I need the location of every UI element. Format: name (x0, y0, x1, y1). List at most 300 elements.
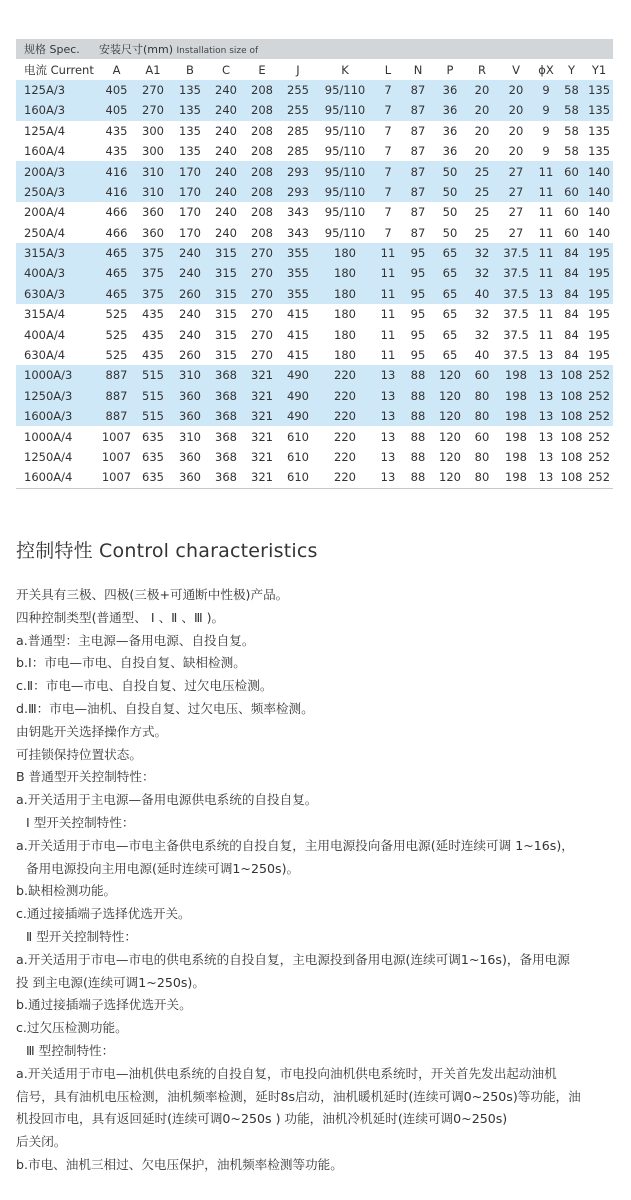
table-cell: 135 (588, 123, 611, 138)
table-cell: 11 (380, 307, 396, 322)
table-cell: 315 (208, 284, 244, 304)
table-row (16, 284, 613, 304)
table-cell: 95/110 (324, 225, 366, 240)
table-cell: 300 (142, 123, 164, 138)
text-line: 机投回市电，具有返回延时(连续可调0~250s ) 功能，油机冷机延时(连续可调0~250s) (16, 1111, 508, 1127)
column-header: C (208, 59, 244, 79)
table-cell: 87 (402, 80, 434, 100)
table-cell: 635 (142, 429, 164, 444)
table-cell: 610 (287, 450, 309, 464)
table-cell: 220 (334, 429, 356, 444)
table-cell: 27 (508, 225, 524, 240)
table-row (16, 263, 613, 283)
table-cell: 240 (208, 161, 244, 181)
table-cell: 65 (434, 243, 466, 263)
table-cell: 11 (538, 327, 554, 342)
table-cell: 198 (505, 450, 527, 464)
table-cell: 240 (215, 205, 237, 220)
table-cell: 32 (474, 307, 490, 322)
table-cell: 50 (434, 161, 466, 181)
table-cell: 466 (105, 205, 128, 220)
table-cell: 9 (542, 144, 550, 159)
table-cell: 65 (442, 307, 458, 322)
table-cell: 368 (208, 467, 244, 488)
table-cell: 465 (99, 284, 134, 304)
table-cell: 87 (402, 182, 434, 202)
table-cell: 198 (498, 467, 534, 488)
table-cell: 515 (134, 406, 172, 426)
table-cell: 11 (538, 205, 554, 220)
table-cell: 60 (564, 205, 579, 220)
table-cell: 310 (134, 182, 172, 202)
table-cell: 315 (208, 263, 244, 283)
table-cell: 65 (434, 284, 466, 304)
table-cell: 465 (99, 263, 134, 283)
table-cell: 140 (585, 161, 613, 181)
table-cell: 355 (280, 243, 316, 263)
table-cell: 368 (208, 365, 244, 385)
table-cell: 95/110 (316, 100, 374, 120)
table-cell: 20 (498, 100, 534, 120)
table-cell: 240 (215, 225, 237, 240)
table-cell: 170 (172, 161, 208, 181)
table-cell: 60 (564, 225, 579, 240)
table-cell: 25 (474, 205, 490, 220)
table-cell: 525 (105, 307, 128, 322)
table-cell: 60 (558, 161, 585, 181)
text-line: Ⅱ 型开关控制特性： (26, 928, 137, 944)
text-line: 由钥匙开关选择操作方式。 (16, 723, 168, 739)
table-row (16, 121, 613, 141)
table-cell: 60 (474, 429, 490, 444)
table-cell: 32 (466, 263, 498, 283)
table-cell: 80 (466, 406, 498, 426)
row-current-cell: 630A/3 (16, 284, 99, 304)
table-cell: 11 (374, 243, 402, 263)
table-cell: 40 (474, 348, 490, 363)
table-cell: 50 (434, 182, 466, 202)
table-row (16, 426, 613, 446)
table-cell: 120 (439, 450, 461, 464)
table-cell: 87 (410, 144, 426, 159)
text-line: 开关具有三极、四极(三极+可通断中性极)产品。 (16, 587, 289, 602)
table-cell: 360 (172, 467, 208, 488)
table-cell: 195 (588, 348, 611, 363)
table-cell: 13 (538, 429, 554, 444)
table-cell: 87 (402, 161, 434, 181)
text-line: 信号，具有油机电压检测，油机频率检测，延时8s启动，油机暖机延时(连续可调0~250s)等功能，油 (16, 1088, 581, 1104)
text-line: b.市电、油机三相过、欠电压保护，油机频率检测等功能。 (16, 1156, 343, 1172)
table-cell: 240 (208, 182, 244, 202)
table-cell: 375 (134, 243, 172, 263)
text-line: d.Ⅲ：市电—油机、自投自复、过欠电压、频率检测。 (16, 700, 314, 716)
table-cell: 321 (251, 450, 273, 464)
table-cell: 11 (534, 182, 558, 202)
table-cell: 20 (466, 80, 498, 100)
column-header: P (434, 59, 466, 79)
table-cell: 95/110 (324, 144, 366, 159)
table-cell: 58 (558, 80, 585, 100)
table-cell: 195 (588, 307, 611, 322)
row-current-cell: 1250A/4 (24, 450, 73, 464)
table-cell: 180 (316, 284, 374, 304)
table-cell: 9 (534, 80, 558, 100)
table-cell: 355 (280, 263, 316, 283)
table-cell: 13 (380, 429, 396, 444)
column-header: Y (558, 59, 585, 79)
table-cell: 135 (179, 144, 201, 159)
table-cell: 11 (374, 263, 402, 283)
table-cell: 195 (585, 263, 613, 283)
table-cell: 13 (380, 450, 396, 464)
table-cell: 270 (134, 100, 172, 120)
table-cell: 490 (280, 365, 316, 385)
table-cell: 13 (534, 284, 558, 304)
row-current-cell: 1600A/4 (16, 467, 99, 488)
table-cell: 11 (380, 348, 396, 363)
column-header: E (244, 59, 280, 79)
table-row (16, 406, 613, 426)
table-cell: 208 (244, 80, 280, 100)
table-cell: 20 (466, 100, 498, 120)
table-cell: 13 (534, 467, 558, 488)
table-cell: 220 (316, 406, 374, 426)
table-cell: 198 (498, 365, 534, 385)
table-cell: 84 (564, 348, 579, 363)
table-cell: 405 (99, 80, 134, 100)
table-row (16, 324, 613, 344)
table-cell: 20 (508, 123, 524, 138)
table-cell: 120 (434, 467, 466, 488)
table-cell: 1007 (99, 467, 134, 488)
table-cell: 20 (474, 144, 490, 159)
table-cell: 198 (505, 429, 527, 444)
table-cell: 58 (564, 144, 579, 159)
table-cell: 11 (538, 307, 554, 322)
table-cell: 58 (558, 100, 585, 120)
table-cell: 95 (402, 263, 434, 283)
table-cell: 887 (99, 365, 134, 385)
table-cell: 7 (374, 80, 402, 100)
table-cell: 415 (287, 327, 309, 342)
table-cell: 120 (434, 406, 466, 426)
table-cell: 368 (215, 450, 237, 464)
table-cell: 84 (558, 263, 585, 283)
table-cell: 355 (280, 284, 316, 304)
table-cell: 465 (99, 243, 134, 263)
table-cell: 252 (588, 429, 611, 444)
table-cell: 20 (508, 144, 524, 159)
table-cell: 252 (585, 365, 613, 385)
column-header: ϕX (534, 59, 558, 79)
row-current-cell: 630A/4 (24, 348, 66, 363)
table-cell: 375 (134, 263, 172, 283)
column-header: V (498, 59, 534, 79)
table-cell: 108 (558, 406, 585, 426)
control-characteristics-text (16, 584, 622, 1177)
table-cell: 135 (172, 100, 208, 120)
text-line: Ⅲ 型控制特性： (26, 1042, 115, 1058)
table-cell: 37.5 (503, 307, 529, 322)
text-line: 四种控制类型(普通型、 Ⅰ 、Ⅱ 、Ⅲ )。 (16, 609, 225, 625)
table-cell: 321 (244, 386, 280, 406)
row-current-cell: 125A/4 (24, 123, 66, 138)
table-cell: 11 (538, 225, 554, 240)
table-cell: 36 (442, 144, 458, 159)
table-cell: 415 (287, 348, 309, 363)
table-cell: 198 (498, 406, 534, 426)
table-cell: 195 (588, 327, 611, 342)
table-cell: 315 (215, 307, 237, 322)
table-cell: 65 (442, 327, 458, 342)
table-cell: 240 (208, 100, 244, 120)
text-line: Ⅰ 型开关控制特性： (26, 814, 135, 830)
table-cell: 36 (442, 123, 458, 138)
table-cell: 416 (99, 161, 134, 181)
table-cell: 95 (410, 307, 426, 322)
table-cell: 170 (179, 225, 201, 240)
table-cell: 293 (280, 161, 316, 181)
table-cell: 95/110 (324, 123, 366, 138)
table-cell: 315 (208, 243, 244, 263)
table-cell: 108 (558, 467, 585, 488)
table-cell: 95/110 (316, 161, 374, 181)
table-cell: 240 (215, 123, 237, 138)
spec-table (16, 39, 613, 489)
table-cell: 36 (434, 80, 466, 100)
table-cell: 80 (466, 467, 498, 488)
table-cell: 435 (142, 348, 164, 363)
table-row (16, 304, 613, 324)
column-header: J (280, 59, 316, 79)
table-cell: 13 (534, 406, 558, 426)
table-cell: 285 (287, 123, 309, 138)
table-cell: 315 (215, 327, 237, 342)
table-cell: 135 (172, 80, 208, 100)
text-line: c.过欠压检测功能。 (16, 1020, 128, 1036)
table-cell: 20 (474, 123, 490, 138)
table-cell: 37.5 (498, 263, 534, 283)
table-cell: 887 (99, 386, 134, 406)
table-cell: 515 (134, 365, 172, 385)
table-cell: 13 (374, 406, 402, 426)
table-cell: 180 (316, 243, 374, 263)
table-cell: 293 (280, 182, 316, 202)
table-cell: 240 (215, 144, 237, 159)
table-cell: 140 (588, 205, 611, 220)
table-cell: 368 (215, 429, 237, 444)
table-cell: 135 (588, 144, 611, 159)
table-cell: 435 (142, 327, 164, 342)
text-line: c.Ⅱ：市电—市电、自投自复、过欠电压检测。 (16, 678, 273, 694)
table-cell: 515 (134, 386, 172, 406)
table-cell: 7 (374, 161, 402, 181)
table-cell: 270 (244, 263, 280, 283)
table-cell: 58 (564, 123, 579, 138)
table-cell: 315 (215, 348, 237, 363)
column-header: A1 (134, 59, 172, 79)
table-cell: 195 (585, 284, 613, 304)
table-cell: 11 (380, 327, 396, 342)
table-cell: 37.5 (498, 243, 534, 263)
table-cell: 37.5 (503, 348, 529, 363)
table-cell: 13 (374, 365, 402, 385)
table-cell: 84 (558, 284, 585, 304)
table-cell: 170 (179, 205, 201, 220)
row-current-cell: 125A/3 (16, 80, 99, 100)
table-cell: 195 (585, 243, 613, 263)
table-cell: 9 (542, 123, 550, 138)
row-current-cell: 1250A/3 (16, 386, 99, 406)
table-cell: 87 (410, 225, 426, 240)
table-cell: 140 (588, 225, 611, 240)
table-cell: 343 (287, 205, 309, 220)
column-header: Y1 (585, 59, 613, 79)
row-current-cell: 1600A/3 (16, 406, 99, 426)
table-cell: 208 (251, 123, 273, 138)
table-cell: 95/110 (316, 80, 374, 100)
text-line: 后关闭。 (16, 1134, 67, 1150)
row-current-cell: 160A/3 (16, 100, 99, 120)
table-cell: 140 (585, 182, 613, 202)
table-cell: 40 (466, 284, 498, 304)
text-line: a.开关适用于市电—市电主备供电系统的自投自复，主用电源投向备用电源(延时连续可调 1~16s)， (16, 837, 574, 853)
table-cell: 208 (244, 161, 280, 181)
table-cell: 25 (474, 225, 490, 240)
table-cell: 360 (142, 225, 164, 240)
table-cell: 180 (334, 348, 356, 363)
table-row (16, 100, 613, 120)
table-cell: 13 (374, 386, 402, 406)
table-cell: 415 (287, 307, 309, 322)
table-cell: 84 (564, 327, 579, 342)
text-line: b.缺相检测功能。 (16, 883, 117, 899)
table-cell: 32 (474, 327, 490, 342)
table-cell: 7 (374, 100, 402, 120)
table-cell: 240 (208, 80, 244, 100)
table-cell: 252 (585, 386, 613, 406)
table-cell: 208 (251, 144, 273, 159)
table-cell: 11 (534, 243, 558, 263)
table-cell: 88 (410, 429, 426, 444)
table-header-spec-row (16, 39, 613, 59)
table-cell: 13 (538, 348, 554, 363)
table-cell: 368 (208, 386, 244, 406)
table-cell: 260 (172, 284, 208, 304)
table-cell: 87 (410, 205, 426, 220)
table-cell: 310 (179, 429, 201, 444)
table-cell: 95 (410, 327, 426, 342)
table-cell: 108 (558, 365, 585, 385)
table-cell: 11 (374, 284, 402, 304)
table-cell: 88 (402, 365, 434, 385)
row-current-cell: 1000A/4 (24, 429, 73, 444)
table-cell: 435 (105, 123, 128, 138)
table-cell: 65 (442, 348, 458, 363)
table-cell: 60 (466, 365, 498, 385)
table-cell: 321 (244, 467, 280, 488)
table-cell: 135 (179, 123, 201, 138)
table-cell: 220 (316, 365, 374, 385)
table-cell: 27 (498, 161, 534, 181)
table-cell: 180 (334, 307, 356, 322)
table-cell: 525 (105, 348, 128, 363)
table-cell: 416 (99, 182, 134, 202)
table-cell: 198 (498, 386, 534, 406)
table-cell: 60 (558, 182, 585, 202)
table-cell: 252 (588, 450, 611, 464)
table-cell: 490 (280, 406, 316, 426)
table-cell: 87 (402, 100, 434, 120)
column-header: L (374, 59, 402, 79)
table-cell: 466 (105, 225, 128, 240)
row-current-cell: 400A/3 (16, 263, 99, 283)
table-cell: 80 (474, 450, 490, 464)
table-row (16, 447, 613, 467)
table-cell: 270 (134, 80, 172, 100)
table-cell: 270 (251, 327, 273, 342)
table-cell: 37.5 (498, 284, 534, 304)
table-cell: 13 (534, 365, 558, 385)
table-cell: 11 (534, 161, 558, 181)
table-cell: 37.5 (503, 327, 529, 342)
table-cell: 32 (466, 243, 498, 263)
table-cell: 240 (172, 263, 208, 283)
table-cell: 88 (402, 406, 434, 426)
table-row (16, 223, 613, 243)
table-cell: 180 (316, 263, 374, 283)
table-cell: 208 (251, 205, 273, 220)
row-current-cell: 250A/3 (16, 182, 99, 202)
table-cell: 610 (280, 467, 316, 488)
table-cell: 27 (498, 182, 534, 202)
column-header: 电流 Current (16, 59, 99, 79)
table-cell: 27 (508, 205, 524, 220)
table-column-header-row (16, 59, 613, 79)
table-cell: 95/110 (316, 182, 374, 202)
text-line: a.开关适用于市电—市电的供电系统的自投自复，主电源投到备用电源(连续可调1~16s)，备用电源 (16, 951, 570, 967)
table-cell: 220 (334, 450, 356, 464)
table-cell: 610 (287, 429, 309, 444)
table-cell: 252 (585, 406, 613, 426)
table-cell: 13 (534, 386, 558, 406)
installation-size-label: 安装尺寸(mm) Installation size of (99, 39, 613, 59)
table-cell: 7 (384, 123, 392, 138)
column-header: K (316, 59, 374, 79)
table-cell: 88 (402, 386, 434, 406)
row-current-cell: 315A/4 (24, 307, 66, 322)
text-line: a.开关适用于主电源—备用电源供电系统的自投自复。 (16, 792, 318, 808)
table-cell: 88 (410, 450, 426, 464)
table-cell: 435 (105, 144, 128, 159)
column-header: A (99, 59, 134, 79)
text-line: 投 到主电源(连续可调1~250s)。 (16, 974, 205, 990)
table-cell: 360 (172, 386, 208, 406)
table-cell: 343 (287, 225, 309, 240)
table-cell: 84 (558, 243, 585, 263)
table-cell: 270 (251, 348, 273, 363)
text-line: b.Ⅰ：市电—市电、自投自复、缺相检测。 (16, 655, 246, 671)
table-cell: 50 (442, 205, 458, 220)
table-row (16, 467, 613, 488)
table-cell: 360 (142, 205, 164, 220)
table-row (16, 80, 613, 100)
table-cell: 368 (208, 406, 244, 426)
text-line: a.普通型：主电源—备用电源、自投自复。 (16, 632, 255, 648)
table-cell: 95 (410, 348, 426, 363)
table-cell: 321 (251, 429, 273, 444)
table-cell: 525 (105, 327, 128, 342)
